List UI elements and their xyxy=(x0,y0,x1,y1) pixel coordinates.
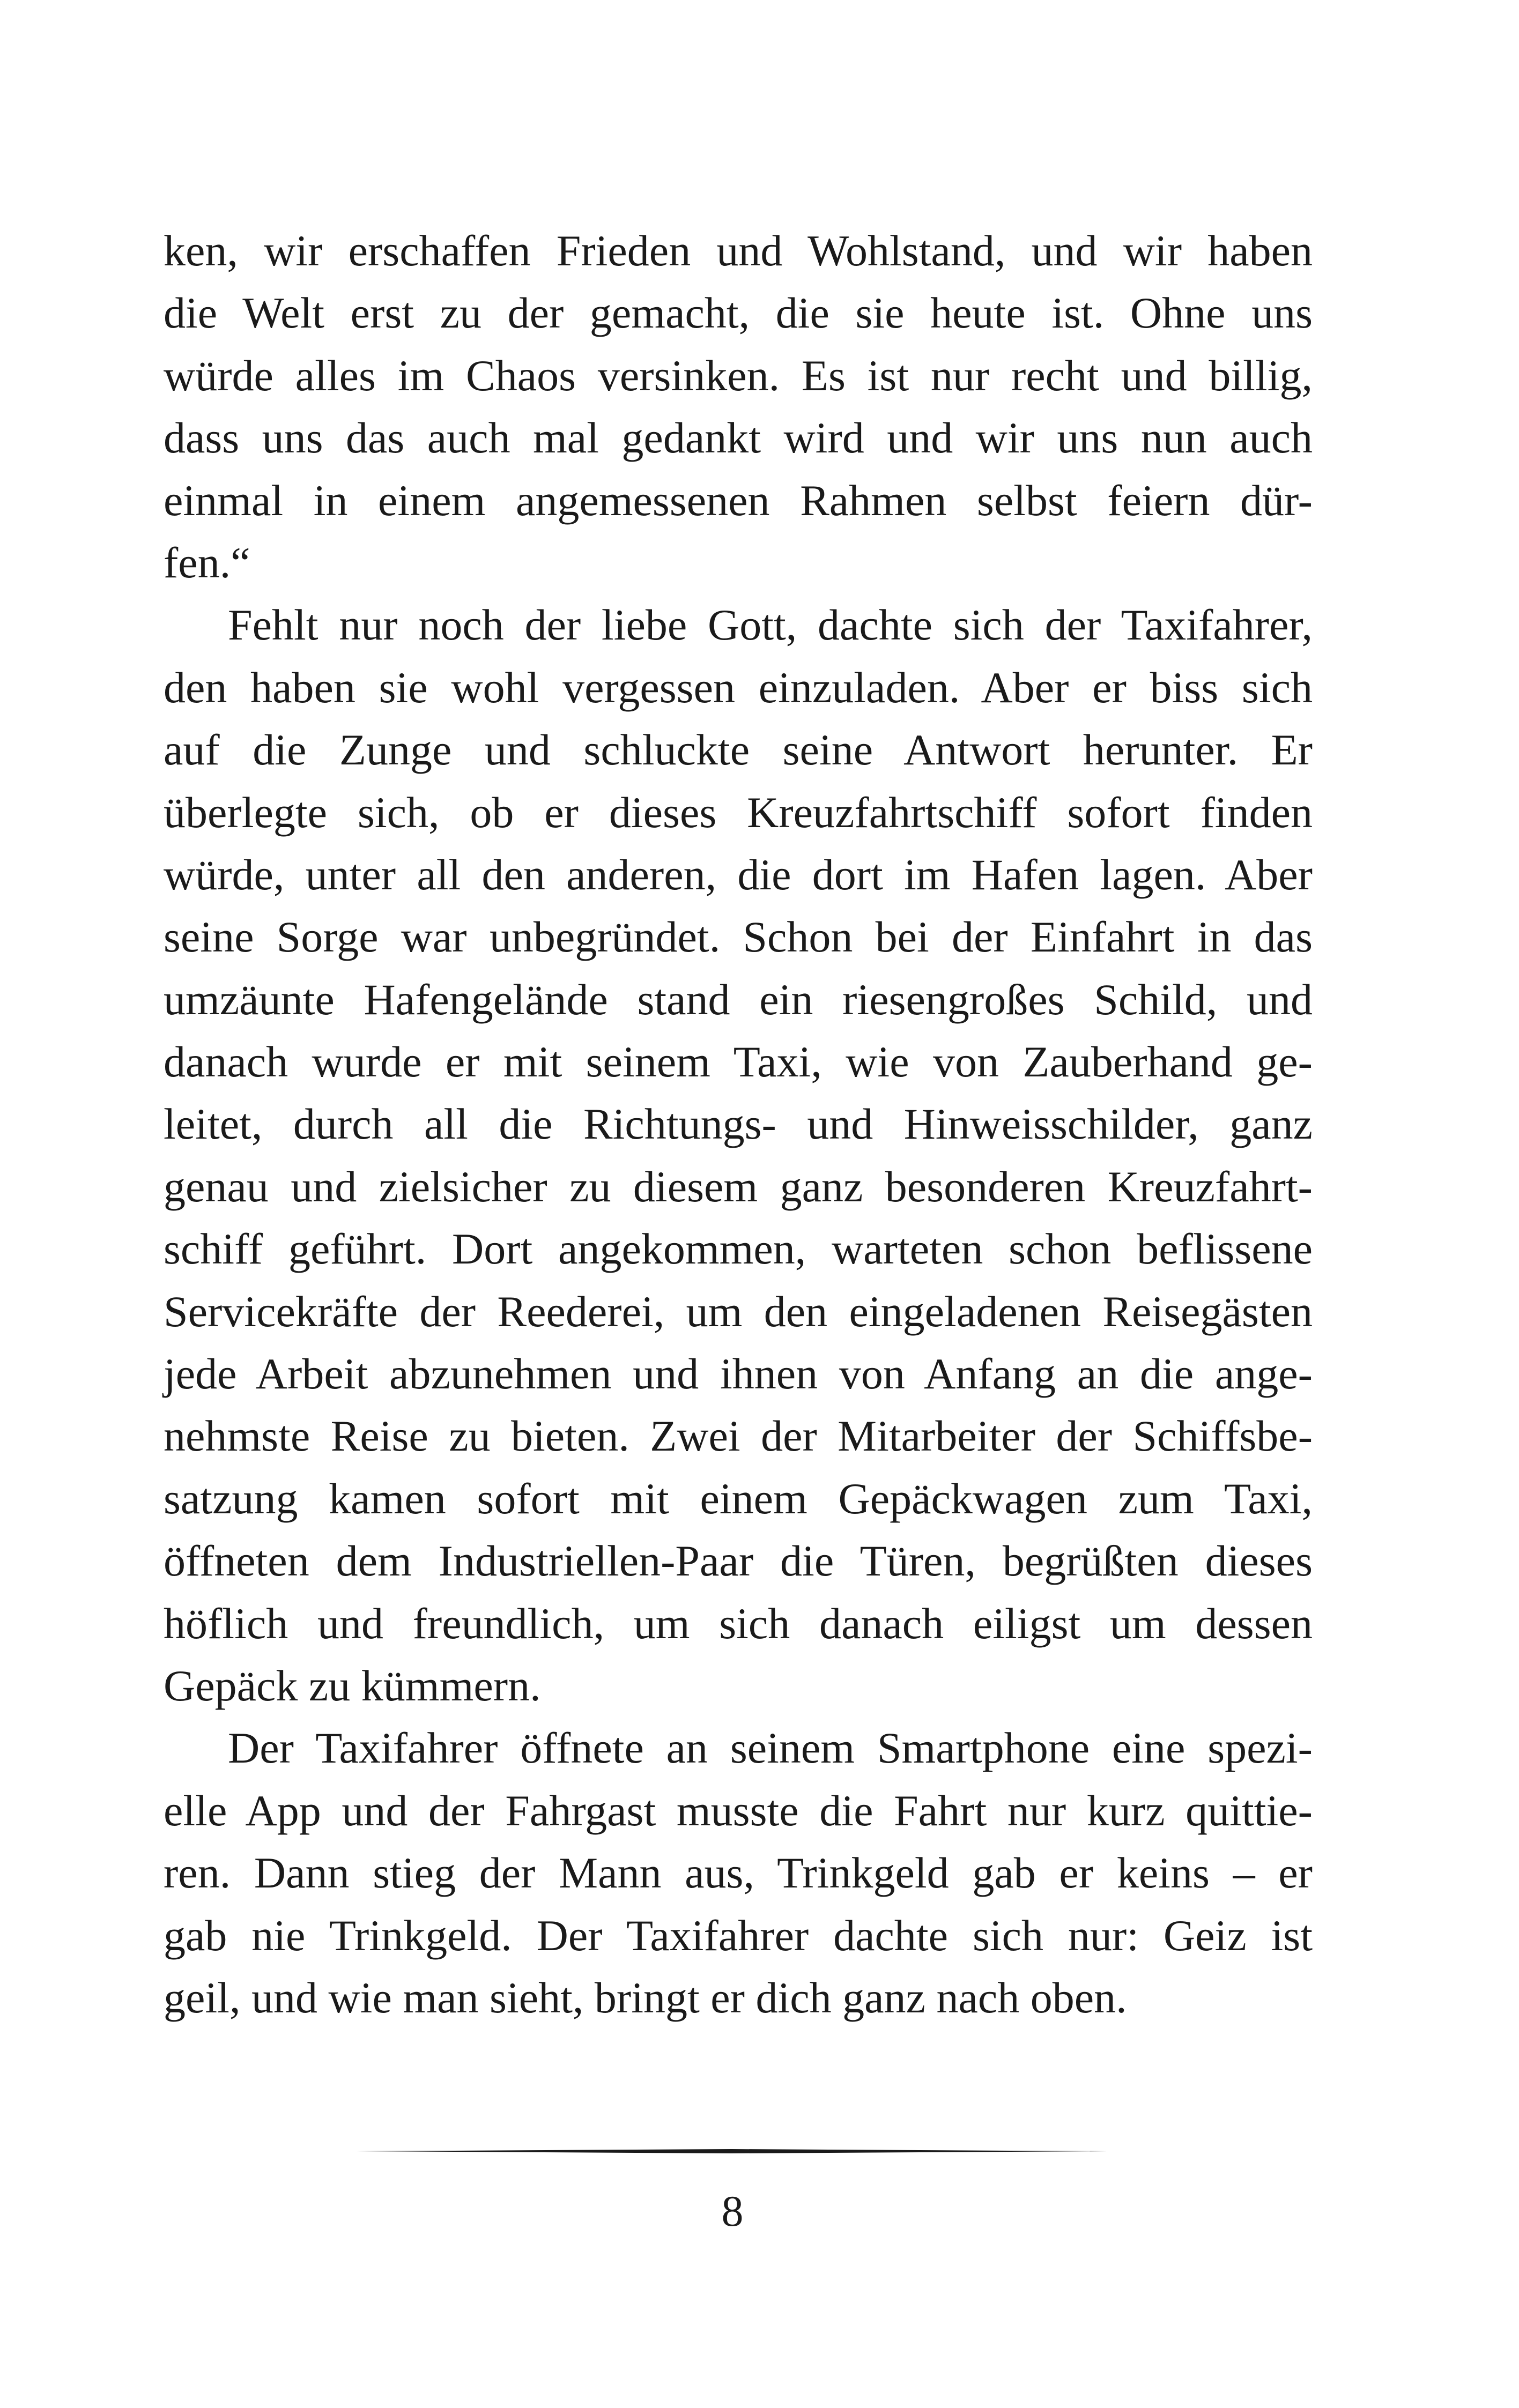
text-line: überlegte sich, ob er dieses Kreuzfahrtschiff sofort finden xyxy=(164,787,1313,837)
text-line: würde alles im Chaos versinken. Es ist nur recht und billig, xyxy=(164,351,1313,400)
page-number: 8 xyxy=(721,2187,744,2235)
text-line: die Welt erst zu der gemacht, die sie heute ist. Ohne uns xyxy=(164,288,1313,338)
text-line: gab nie Trinkgeld. Der Taxifahrer dachte sich nur: Geiz ist xyxy=(164,1911,1313,1960)
text-line: den haben sie wohl vergessen einzuladen. Aber er biss sich xyxy=(164,663,1313,712)
text-line: schiff geführt. Dort angekommen, warteten schon beflissene xyxy=(164,1224,1313,1274)
text-line: Fehlt nur noch der liebe Gott, dachte sich der Taxifahrer, xyxy=(228,600,1313,650)
text-line: dass uns das auch mal gedankt wird und wir uns nun auch xyxy=(164,413,1313,463)
text-line: nehmste Reise zu bieten. Zwei der Mitarbeiter der Schiffsbe- xyxy=(164,1411,1313,1461)
text-line: jede Arbeit abzunehmen und ihnen von Anfang an die ange- xyxy=(164,1349,1313,1399)
text-line: genau und zielsicher zu diesem ganz besonderen Kreuzfahrt- xyxy=(164,1162,1313,1211)
text-line: geil, und wie man sieht, bringt er dich ganz nach oben. xyxy=(164,1973,1127,2022)
text-line: Servicekräfte der Reederei, um den eingeladenen Reisegästen xyxy=(164,1287,1313,1336)
text-line: danach wurde er mit seinem Taxi, wie von Zauberhand ge- xyxy=(164,1037,1313,1087)
text-line: leitet, durch all die Richtungs- und Hinweisschilder, ganz xyxy=(164,1099,1313,1149)
page-divider xyxy=(357,2149,1107,2154)
text-line: elle App und der Fahrgast musste die Fahrt nur kurz quittie- xyxy=(164,1786,1313,1835)
text-line: einmal in einem angemessenen Rahmen selbst feiern dür- xyxy=(164,475,1313,525)
text-line: öffneten dem Industriellen-Paar die Türen, begrüßten dieses xyxy=(164,1536,1313,1586)
body-text xyxy=(164,220,1313,2029)
text-line: Gepäck zu kümmern. xyxy=(164,1661,541,1710)
text-line: fen.“ xyxy=(164,538,250,587)
divider-line xyxy=(357,2149,1107,2154)
text-line: würde, unter all den anderen, die dort im Hafen lagen. Aber xyxy=(164,850,1313,899)
text-line: umzäunte Hafengelände stand ein riesengroßes Schild, und xyxy=(164,975,1313,1024)
text-line: höflich und freundlich, um sich danach eiligst um dessen xyxy=(164,1599,1313,1648)
text-line: ren. Dann stieg der Mann aus, Trinkgeld gab er keins – er xyxy=(164,1848,1313,1898)
text-line: ken, wir erschaffen Frieden und Wohlstand, und wir haben xyxy=(164,226,1313,275)
text-line: Der Taxifahrer öffnete an seinem Smartphone eine spezi- xyxy=(228,1723,1313,1773)
text-line: seine Sorge war unbegründet. Schon bei der Einfahrt in das xyxy=(164,912,1313,962)
text-line: auf die Zunge und schluckte seine Antwort herunter. Er xyxy=(164,725,1313,775)
text-line: satzung kamen sofort mit einem Gepäckwagen zum Taxi, xyxy=(164,1474,1313,1523)
